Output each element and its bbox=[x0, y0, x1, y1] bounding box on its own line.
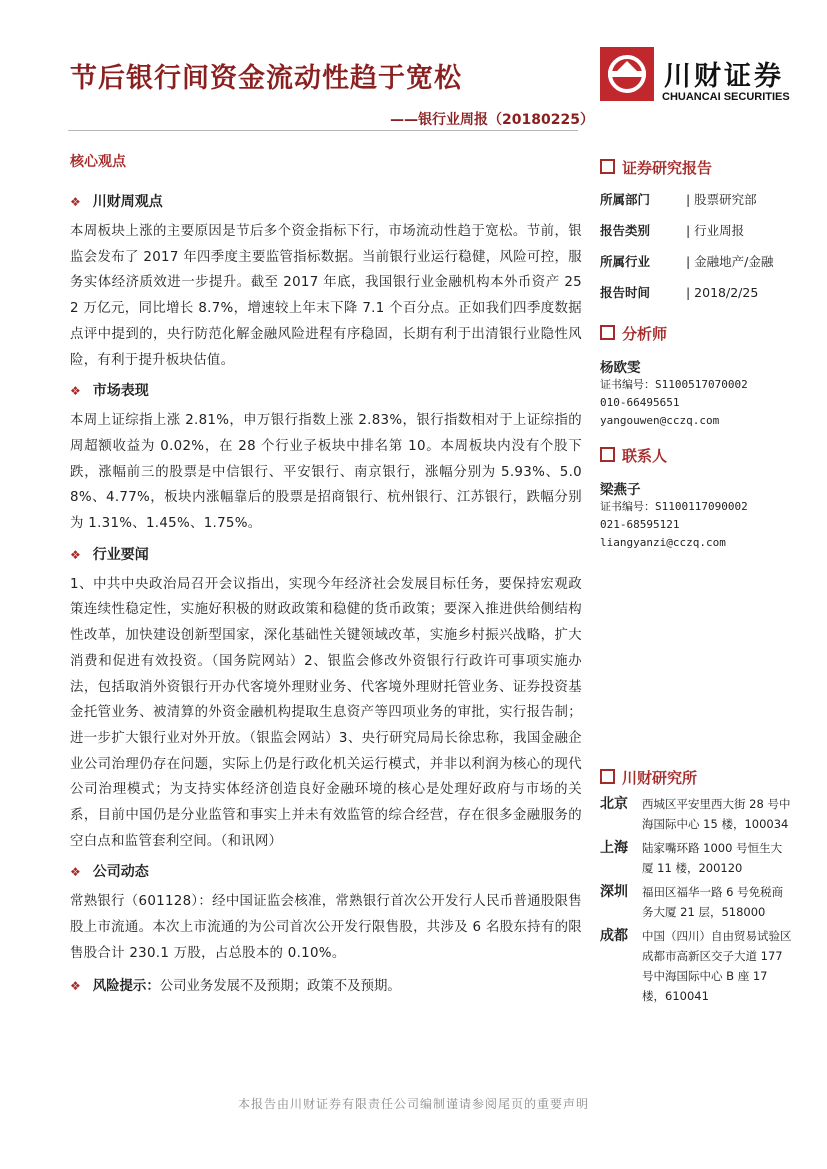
contact-heading: 联系人 bbox=[600, 444, 800, 468]
report-title: 节后银行间资金流动性趋于宽松 bbox=[70, 63, 462, 94]
diamond-bullet-icon: ❖ bbox=[70, 547, 81, 562]
square-marker-icon bbox=[600, 447, 615, 462]
contact-cert: 证书编号：S1100117090002 bbox=[600, 500, 748, 513]
square-marker-icon bbox=[600, 159, 615, 174]
analyst-heading: 分析师 bbox=[600, 322, 800, 346]
office-entry: 上海 陆家嘴环路 1000 号恒生大厦 11 楼，200120 bbox=[600, 840, 783, 875]
office-entry: 成都 中国（四川）自由贸易试验区成都市高新区交子大道 177 号中海国际中心 B 座 17 楼，610041 bbox=[600, 928, 792, 1003]
report-info-heading: 证券研究报告 bbox=[600, 156, 800, 180]
contact-email[interactable]: liangyanzi@cczq.com bbox=[600, 536, 726, 549]
office-entry: 深圳 福田区福华一路 6 号免税商务大厦 21 层，518000 bbox=[600, 884, 784, 919]
diamond-bullet-icon: ❖ bbox=[70, 384, 81, 399]
square-marker-icon bbox=[600, 325, 615, 340]
logo-chinese-name: 川财证券 bbox=[664, 61, 784, 92]
sidebar bbox=[600, 156, 800, 1006]
footer-disclaimer: 本报告由川财证券有限责任公司编制谨请参阅尾页的重要声明 bbox=[237, 1097, 589, 1111]
info-row: 所属部门 | 股票研究部 bbox=[600, 192, 757, 207]
diamond-bullet-icon: ❖ bbox=[70, 865, 81, 880]
info-row: 所属行业 | 金融地产/金融 bbox=[600, 254, 774, 269]
section-heading: ❖ 市场表现 bbox=[70, 383, 149, 400]
section-market-performance bbox=[70, 380, 582, 537]
analyst-name: 杨欧雯 bbox=[600, 360, 641, 376]
report-info-table bbox=[600, 184, 800, 308]
section-paragraph: 本周板块上涨的主要原因是节后多个资金指标下行，市场流动性趋于宽松。节前，银监会发布了 2017 年四季度主要监管指标数据。当前银行业运行稳健，风险可控，服务实体经济质效进一步提升。截至 2017 年底，我国银行业金融机构本外币资产 252 万亿元，同比增长 8.7%，增速较上年末下降 7.1 个百分点。正如我们四季度数据点评中提到的，央行防范化解金融风险进程有序稳固，长期有利于出清银行业隐性风险，有利于提升板块估值。 bbox=[70, 224, 582, 368]
analyst-cert: 证书编号：S1100517070002 bbox=[600, 378, 748, 391]
main-content bbox=[70, 184, 582, 998]
institute-heading: 川财研究所 bbox=[600, 766, 800, 790]
contact-name: 梁燕子 bbox=[600, 482, 641, 498]
diamond-bullet-icon: ❖ bbox=[70, 195, 81, 209]
info-row: 报告时间 | 2018/2/25 bbox=[600, 285, 759, 300]
section-paragraph: 本周上证综指上涨 2.81%，申万银行指数上涨 2.83%，银行指数相对于上证综指的周超额收益为 0.02%，在 28 个行业子板块中排名第 10。本周板块内没有个股下跌，涨幅前三的股票是中信银行、平安银行、南京银行，涨幅分别为 5.93%、5.08%、4.77%，板块内涨幅靠后的股票是招商银行、杭州银行、江苏银行，跌幅分别为 1.31%、1.45%、1.75%。 bbox=[70, 413, 582, 532]
analyst-email[interactable]: yangouwen@cczq.com bbox=[600, 414, 720, 427]
risk-warning bbox=[70, 975, 582, 998]
info-row: 报告类别 | 行业周报 bbox=[600, 223, 745, 238]
contact-phone: 021-68595121 bbox=[600, 518, 680, 531]
analyst-phone: 010-66495651 bbox=[600, 396, 680, 409]
risk-label: 风险提示： bbox=[92, 978, 160, 994]
section-paragraph: 常熟银行（601128）：经中国证监会核准，常熟银行首次公开发行人民币普通股限售股上市流通。本次上市流通的为公司首次公开发行限售股，共涉及 6 名股东持有的限售股合计 230.1 万股，占总股本的 0.10%。 bbox=[70, 894, 582, 961]
section-heading: ❖ 公司动态 bbox=[70, 864, 149, 881]
section-heading: ❖ 行业要闻 bbox=[70, 546, 149, 563]
report-subtitle: ——银行业周报（20180225） bbox=[390, 112, 594, 128]
risk-text: 公司业务发展不及预期；政策不及预期。 bbox=[159, 978, 401, 994]
section-industry-news bbox=[70, 544, 582, 855]
chuancai-logo-icon bbox=[600, 47, 654, 101]
logo-english-name: CHUANCAI SECURITIES bbox=[662, 91, 790, 103]
square-marker-icon bbox=[600, 769, 615, 784]
title-divider bbox=[68, 130, 578, 131]
diamond-bullet-icon: ❖ bbox=[70, 978, 81, 993]
section-weekly-view bbox=[70, 191, 582, 373]
section-heading: ❖ 川财周观点 bbox=[70, 194, 163, 210]
section-company-news bbox=[70, 861, 582, 966]
section-paragraph: 1、中共中央政治局召开会议指出，实现今年经济社会发展目标任务，要保持宏观政策连续性稳定性，实施好积极的财政政策和稳健的货币政策；要深入推进供给侧结构性改革，加快建设创新型国家，深化基础性关键领域改革，实施乡村振兴战略，扩大消费和促进有效投资。（国务院网站）2、银监会修改外资银行行政许可事项实施办法，包括取消外资银行开办代客境外理财业务、代客境外理财托管业务、证券投资基金托管业务、被清算的外资金融机构提取生息资产等四项业务的审批，实行报告制；进一步扩大银行业对外开放。（银监会网站）3、央行研究局局长徐忠称，我国金融企业公司治理仍存在问题，实际上仍是行政化机关运行模式，并非以利润为核心的现代公司治理模式；为支持实体经济创造良好金融环境的核心是处理好政府与市场的关系，目前中国仍是分业监管和事实上并未有效监管的综合经营，存在很多金融服务的空白点和监管套利空间。（和讯网） bbox=[70, 576, 582, 849]
core-view-label: 核心观点 bbox=[70, 154, 126, 170]
office-entry: 北京 西城区平安里西大街 28 号中海国际中心 15 楼，100034 bbox=[600, 796, 791, 831]
